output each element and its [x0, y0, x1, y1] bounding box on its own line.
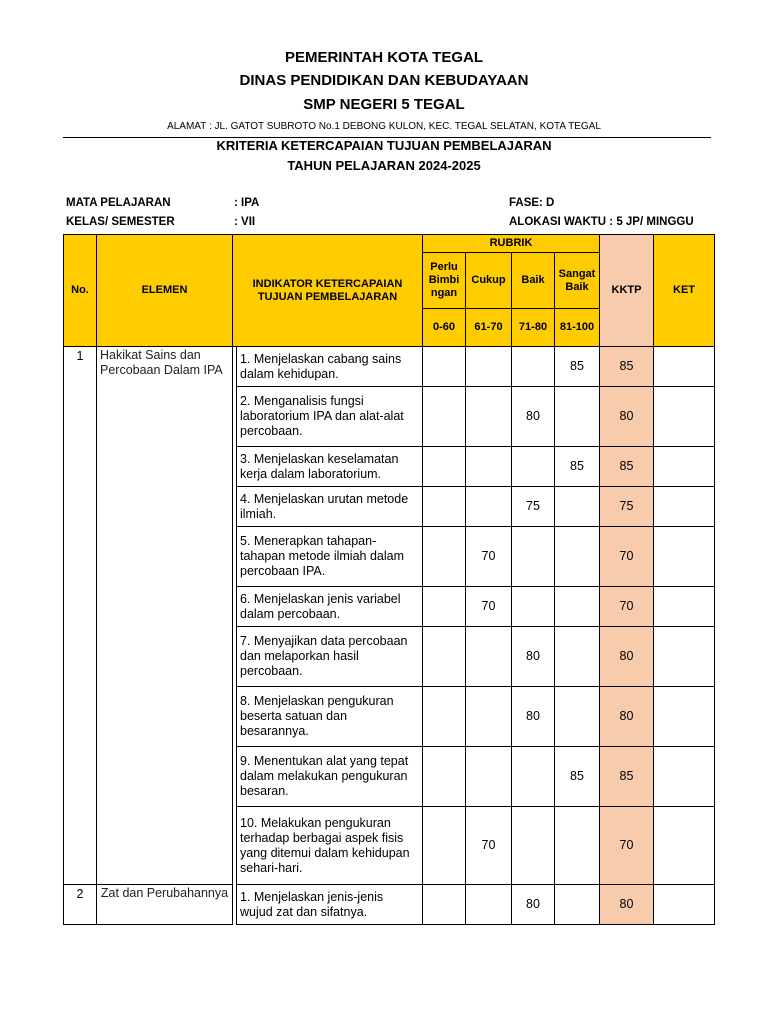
range-cukup: 61-70	[466, 309, 512, 347]
subject-label: MATA PELAJARAN	[66, 197, 171, 209]
ket-value	[654, 807, 715, 885]
group-number: 1	[64, 347, 97, 885]
score-baik	[512, 347, 555, 387]
header-elemen: ELEMEN	[97, 235, 233, 347]
score-cukup: 70	[466, 587, 512, 627]
group-elemen: Hakikat Sains dan Percobaan Dalam IPA	[97, 347, 233, 885]
score-perlu	[423, 885, 466, 925]
kktp-value: 80	[600, 387, 654, 447]
indicator-text: 5. Menerapkan tahapan-tahapan metode ilmiah dalam percobaan IPA.	[237, 527, 423, 587]
score-baik: 80	[512, 387, 555, 447]
kktp-value: 70	[600, 527, 654, 587]
header-no: No.	[64, 235, 97, 347]
kktp-value: 85	[600, 447, 654, 487]
range-perlu: 0-60	[423, 309, 466, 347]
ket-value	[654, 587, 715, 627]
range-baik: 71-80	[512, 309, 555, 347]
range-sangat: 81-100	[555, 309, 600, 347]
ket-value	[654, 387, 715, 447]
score-cukup	[466, 387, 512, 447]
indicator-text: 8. Menjelaskan pengukuran beserta satuan dan besarannya.	[237, 687, 423, 747]
score-perlu	[423, 747, 466, 807]
score-sangat	[555, 807, 600, 885]
table-row	[64, 885, 715, 925]
score-sangat	[555, 627, 600, 687]
kktp-value: 70	[600, 587, 654, 627]
time-allocation: ALOKASI WAKTU : 5 JP/ MINGGU	[509, 216, 694, 228]
score-sangat	[555, 487, 600, 527]
score-sangat	[555, 687, 600, 747]
score-sangat: 85	[555, 747, 600, 807]
score-cukup	[466, 747, 512, 807]
table-row	[64, 347, 715, 387]
score-perlu	[423, 387, 466, 447]
indicator-text: 1. Menjelaskan cabang sains dalam kehidupan.	[237, 347, 423, 387]
score-cukup	[466, 447, 512, 487]
score-baik: 80	[512, 627, 555, 687]
kktp-value: 70	[600, 807, 654, 885]
ket-value	[654, 747, 715, 807]
score-sangat	[555, 387, 600, 447]
kktp-value: 75	[600, 487, 654, 527]
score-cukup: 70	[466, 527, 512, 587]
group-elemen: Zat dan Perubahannya	[97, 885, 233, 925]
score-perlu	[423, 447, 466, 487]
score-baik	[512, 447, 555, 487]
score-perlu	[423, 487, 466, 527]
header-kktp: KKTP	[600, 235, 654, 347]
indicator-text: 3. Menjelaskan keselamatan kerja dalam laboratorium.	[237, 447, 423, 487]
score-perlu	[423, 627, 466, 687]
indicator-text: 6. Menjelaskan jenis variabel dalam percobaan.	[237, 587, 423, 627]
ket-value	[654, 627, 715, 687]
score-sangat: 85	[555, 447, 600, 487]
ket-value	[654, 447, 715, 487]
score-baik: 75	[512, 487, 555, 527]
ket-value	[654, 347, 715, 387]
agency-name: DINAS PENDIDIKAN DAN KEBUDAYAAN	[239, 72, 529, 89]
header-baik: Baik	[512, 253, 555, 309]
group-number: 2	[64, 885, 97, 925]
indicator-text: 2. Menganalisis fungsi laboratorium IPA dan alat-alat percobaan.	[237, 387, 423, 447]
indicator-text: 9. Menentukan alat yang tepat dalam melakukan pengukuran besaran.	[237, 747, 423, 807]
indicator-text: 1. Menjelaskan jenis-jenis wujud zat dan sifatnya.	[237, 885, 423, 925]
score-cukup	[466, 885, 512, 925]
score-perlu	[423, 687, 466, 747]
score-baik	[512, 527, 555, 587]
score-cukup: 70	[466, 807, 512, 885]
header-cukup: Cukup	[466, 253, 512, 309]
ket-value	[654, 687, 715, 747]
score-sangat	[555, 587, 600, 627]
score-baik: 80	[512, 885, 555, 925]
kktp-value: 80	[600, 627, 654, 687]
score-cukup	[466, 487, 512, 527]
indicator-text: 7. Menyajikan data percobaan dan melaporkan hasil percobaan.	[237, 627, 423, 687]
score-perlu	[423, 527, 466, 587]
kktp-value: 80	[600, 885, 654, 925]
score-baik: 80	[512, 687, 555, 747]
score-cukup	[466, 687, 512, 747]
score-baik	[512, 807, 555, 885]
score-perlu	[423, 807, 466, 885]
kktp-value: 85	[600, 747, 654, 807]
kktp-value: 85	[600, 347, 654, 387]
academic-year: TAHUN PELAJARAN 2024-2025	[287, 158, 481, 173]
header-perlu: Perlu Bimbi ngan	[423, 253, 466, 309]
score-perlu	[423, 347, 466, 387]
header-indikator: INDIKATOR KETERCAPAIAN TUJUAN PEMBELAJARAN	[233, 235, 423, 347]
score-sangat: 85	[555, 347, 600, 387]
indicator-text: 10. Melakukan pengukuran terhadap berbagai aspek fisis yang ditemui dalam kehidupan sehari-hari.	[237, 807, 423, 885]
school-name: SMP NEGERI 5 TEGAL	[303, 96, 465, 113]
indicator-text: 4. Menjelaskan urutan metode ilmiah.	[237, 487, 423, 527]
score-baik	[512, 587, 555, 627]
class-value: : VII	[234, 216, 256, 228]
phase: FASE: D	[509, 197, 555, 209]
gov-name: PEMERINTAH KOTA TEGAL	[284, 49, 484, 66]
ket-value	[654, 487, 715, 527]
score-sangat	[555, 885, 600, 925]
score-cukup	[466, 627, 512, 687]
score-perlu	[423, 587, 466, 627]
kktp-table	[63, 234, 715, 925]
kktp-value: 80	[600, 687, 654, 747]
class-label: KELAS/ SEMESTER	[66, 216, 175, 228]
ket-value	[654, 885, 715, 925]
header-sangat: Sangat Baik	[555, 253, 600, 309]
header-ket: KET	[654, 235, 715, 347]
subject-value: : IPA	[234, 197, 260, 209]
ket-value	[654, 527, 715, 587]
score-baik	[512, 747, 555, 807]
score-cukup	[466, 347, 512, 387]
document-title: KRITERIA KETERCAPAIAN TUJUAN PEMBELAJARAN	[216, 138, 552, 153]
score-sangat	[555, 527, 600, 587]
header-rubrik: RUBRIK	[423, 235, 600, 253]
school-address: ALAMAT : JL. GATOT SUBROTO No.1 DEBONG KULON, KEC. TEGAL SELATAN, KOTA TEGAL	[167, 121, 601, 132]
